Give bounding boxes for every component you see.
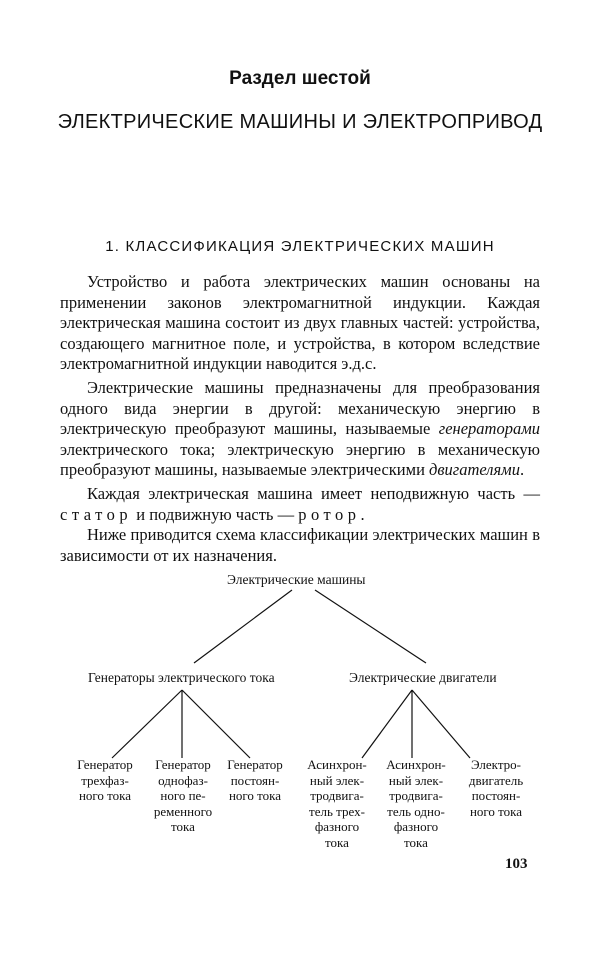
edge-root-generators <box>194 590 292 663</box>
paragraph-2-part-b: электрического тока; электрическую энергию в механическую преобразуют машины, называемые электрическими <box>60 439 540 480</box>
paragraph-2-part-a: Электрические машины предназначены для преобразования одного вида энергии в другой: механическую энергию в электрическую преобразуют машины, называемые <box>60 377 540 439</box>
part-title: ЭЛЕКТРИЧЕСКИЕ МАШИНЫ И ЭЛЕКТРОПРИВОД <box>57 111 543 133</box>
term-rotor: ротор <box>298 504 361 524</box>
diagram-leaf-motor-async-single-phase: Асинхрон- ный элек- тродвига- тель одно- фазного тока <box>386 757 446 850</box>
edge-motors-leaf-3 <box>412 690 470 758</box>
paragraph-3-part-b: и подвижную часть — <box>132 504 299 524</box>
page-number: 103 <box>505 856 528 872</box>
paragraph-3-part-a: Каждая электрическая машина имеет неподвижную часть — <box>87 483 540 503</box>
term-stator: статор <box>60 504 133 524</box>
paragraph-4: Ниже приводится схема классификации электрических машин в зависимости от их назначения. <box>60 525 540 565</box>
term-generators: генераторами <box>438 419 540 439</box>
term-motors: двигателями <box>429 460 520 480</box>
paragraph-1: Устройство и работа электрических машин основаны на применении законов электромагнитной индукции. Каждая электрическая машина состоит из двух главных частей: устройства, создающего магнитное поле, и устройства, в котором вследствие электромагнитной индукции наводится э.д.с. <box>60 272 540 374</box>
section-title: Раздел шестой <box>229 68 371 89</box>
diagram-leaf-motor-dc: Электро- двигатель постоян- ного тока <box>468 757 524 819</box>
diagram-generators-node: Генераторы электрического тока <box>88 670 275 685</box>
diagram-leaf-generator-single-phase: Генератор однофаз- ного пе- ременного тока <box>153 757 213 834</box>
diagram-motors-node: Электрические двигатели <box>349 670 497 685</box>
diagram-leaf-generator-three-phase: Генератор трехфаз- ного тока <box>77 757 133 803</box>
diagram-root-node: Электрические машины <box>227 572 366 587</box>
chapter-heading: 1. КЛАССИФИКАЦИЯ ЭЛЕКТРИЧЕСКИХ МАШИН <box>105 238 495 255</box>
diagram-leaf-motor-async-three-phase: Асинхрон- ный элек- тродвига- тель трех- фазного тока <box>307 757 367 850</box>
edge-generators-leaf-3 <box>182 690 250 758</box>
paragraph-2-part-c: . <box>519 460 525 480</box>
edge-motors-leaf-1 <box>362 690 412 758</box>
edge-root-motors <box>315 590 426 663</box>
paragraph-3-part-c: . <box>360 504 365 524</box>
edge-generators-leaf-1 <box>112 690 182 758</box>
diagram-leaf-generator-dc: Генератор постоян- ного тока <box>227 757 283 803</box>
